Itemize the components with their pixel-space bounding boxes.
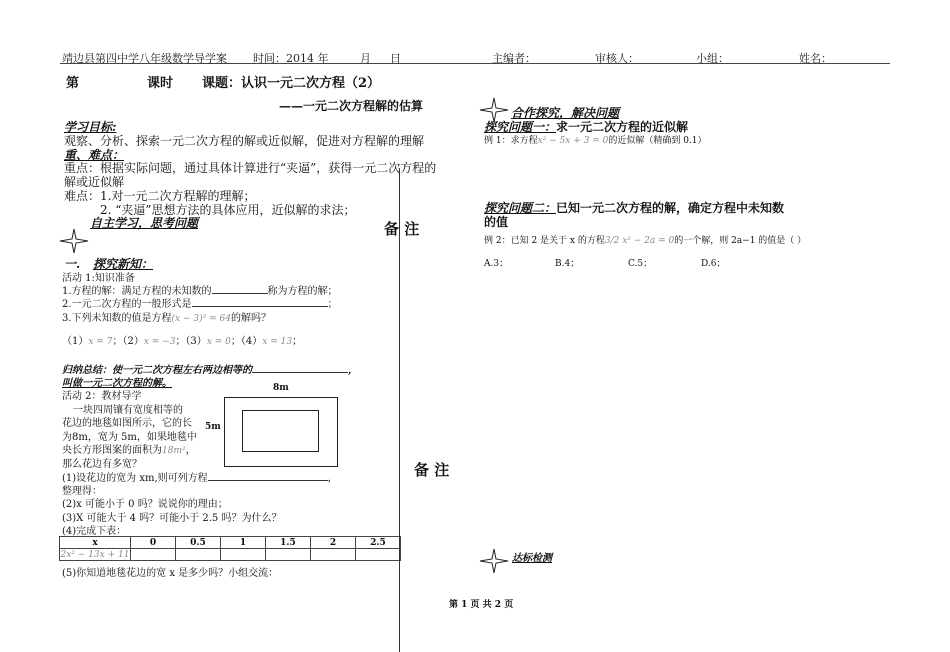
check-heading: 达标检测 <box>512 553 552 564</box>
choice-b[interactable]: B.4； <box>555 259 580 269</box>
difficulty-line-1: 难点：1.对一元二次方程解的理解； <box>64 189 256 203</box>
lesson-title: 课题：认识一元二次方程（2） <box>202 76 381 91</box>
lesson-keshi: 课时 <box>147 76 174 91</box>
table-cell[interactable] <box>356 549 401 561</box>
cooperation-heading: 合作探究，解决问题 <box>511 106 620 120</box>
carpet-inner-rect <box>242 410 319 452</box>
example-1: 例 1：求方程x² − 5x + 3 = 0的近似解（精确到 0.1） <box>484 136 707 146</box>
choice-c[interactable]: C.5； <box>628 259 653 269</box>
activity-1-label: 活动 1:知识准备 <box>62 273 135 284</box>
goals-text: 观察、分析、探索一元二次方程的解或近似解，促进对方程解的理解 <box>64 134 425 148</box>
explore-number: 一. <box>64 257 81 271</box>
figure-width-label: 5m <box>205 422 221 432</box>
activity-2-label: 活动 2：教材导学 <box>62 391 142 402</box>
name-label: 姓名： <box>799 52 832 65</box>
question-3-options: （1）x = 7；（2）x = −3；（3）x = 0；（4）x = 13； <box>62 336 303 347</box>
key-line-2: 解或近似解 <box>64 175 125 189</box>
equation: (x − 3)² = 64 <box>171 314 231 324</box>
reviewer-label: 审核人： <box>595 52 639 65</box>
lesson-di: 第 <box>66 76 80 91</box>
choice-d[interactable]: D.6； <box>701 259 726 269</box>
table-cell: 0 <box>131 537 176 549</box>
key-line-1: 重点：根据实际问题，通过具体计算进行“夹逼”，获得一元二次方程的 <box>64 161 437 175</box>
lesson-subtitle: ——一元二次方程解的估算 <box>279 99 424 113</box>
day-label: 日 <box>390 52 401 65</box>
problem-1-heading: 探究问题一：求一元二次方程的近似解 <box>484 120 689 134</box>
table-cell: 2x² − 13x + 11 <box>60 549 130 560</box>
table-cell: 2.5 <box>356 537 401 549</box>
step-4: (4)完成下表： <box>62 526 127 537</box>
page-footer: 第 1 页 共 2 页 <box>449 600 514 610</box>
table-cell[interactable] <box>266 549 311 561</box>
table-cell[interactable] <box>311 549 356 561</box>
table-cell: x <box>60 537 131 549</box>
problem-line-4: 央长方形图案的面积为18m²， <box>62 445 196 456</box>
table-row <box>60 537 401 549</box>
group-label: 小组： <box>696 52 729 65</box>
example-2: 例 2：已知 2 是关于 x 的方程3/2 x² − 2a = 0的一个解，则 2a−1 的值是（ ） <box>484 236 807 246</box>
table-row <box>60 549 401 561</box>
month-label: 月 <box>360 52 371 65</box>
editor-label: 主编者： <box>492 52 536 65</box>
self-study-heading: 自主学习，思考问题 <box>90 216 199 230</box>
step-3: (3)X 可能大于 4 吗？可能小于 2.5 吗？为什么？ <box>62 513 282 524</box>
table-cell[interactable] <box>176 549 221 561</box>
question-2: 2.一元二次方程的一般形式是 ； <box>62 299 338 310</box>
table-cell: 2 <box>311 537 356 549</box>
problem-line-3: 为8m，宽为 5m，如果地毯中 <box>62 432 197 443</box>
problem-line-5: 那么花边有多宽？ <box>62 459 142 470</box>
table-cell: 1 <box>221 537 266 549</box>
step-5: (5)你知道地毯花边的宽 x 是多少吗？小组交流： <box>62 568 279 579</box>
table-cell[interactable] <box>221 549 266 561</box>
figure-length-label: 8m <box>273 383 289 393</box>
step-1-b: 整理得： <box>62 486 102 497</box>
values-table <box>59 536 401 561</box>
blank-field[interactable] <box>212 293 268 294</box>
problem-2-heading: 探究问题二：已知一元二次方程的解，确定方程中未知数 <box>484 201 785 215</box>
problem-2-heading-cont: 的值 <box>484 215 509 229</box>
problem-line-2: 花边的地毯如图所示，它的长 <box>62 418 192 429</box>
question-1: 1.方程的解：满足方程的未知数的 称为方程的解； <box>62 286 338 297</box>
step-1: (1)设花边的宽为 xm,则可列方程 ， <box>62 473 338 484</box>
table-cell[interactable] <box>131 549 176 561</box>
difficulty-line-2: 2. “夹逼”思想方法的具体应用，近似解的求法； <box>100 203 356 217</box>
blank-field[interactable] <box>208 480 328 481</box>
blank-field[interactable] <box>192 306 328 307</box>
school-title: 靖边县第四中学八年级数学导学案 <box>62 52 227 65</box>
explore-heading: 探究新知： <box>93 257 154 271</box>
key-label: 重、难点： <box>64 148 125 162</box>
table-cell: 0.5 <box>176 537 221 549</box>
four-point-star-icon <box>59 228 89 254</box>
notes-label-1: 备 注 <box>384 220 420 238</box>
choice-a[interactable]: A.3； <box>484 259 509 269</box>
summary-line-1: 归纳总结：使一元二次方程左右两边相等的 ， <box>62 365 358 376</box>
summary-line-2: 叫做一元二次方程的解。 <box>62 378 172 389</box>
notes-label-2: 备 注 <box>414 461 450 479</box>
step-2: (2)x 可能小于 0 吗？说说你的理由； <box>62 499 228 510</box>
column-divider <box>399 168 400 652</box>
goals-label: 学习目标: <box>64 120 117 134</box>
four-point-star-icon <box>479 548 509 574</box>
problem-line-1: 一块四周镶有宽度相等的 <box>73 405 183 416</box>
table-cell: 1.5 <box>266 537 311 549</box>
time-label: 时间：2014 年 <box>253 52 329 65</box>
header-rule <box>60 63 890 64</box>
blank-field[interactable] <box>252 372 348 373</box>
question-3: 3.下列未知数的值是方程(x − 3)² = 64的解吗？ <box>62 313 271 324</box>
